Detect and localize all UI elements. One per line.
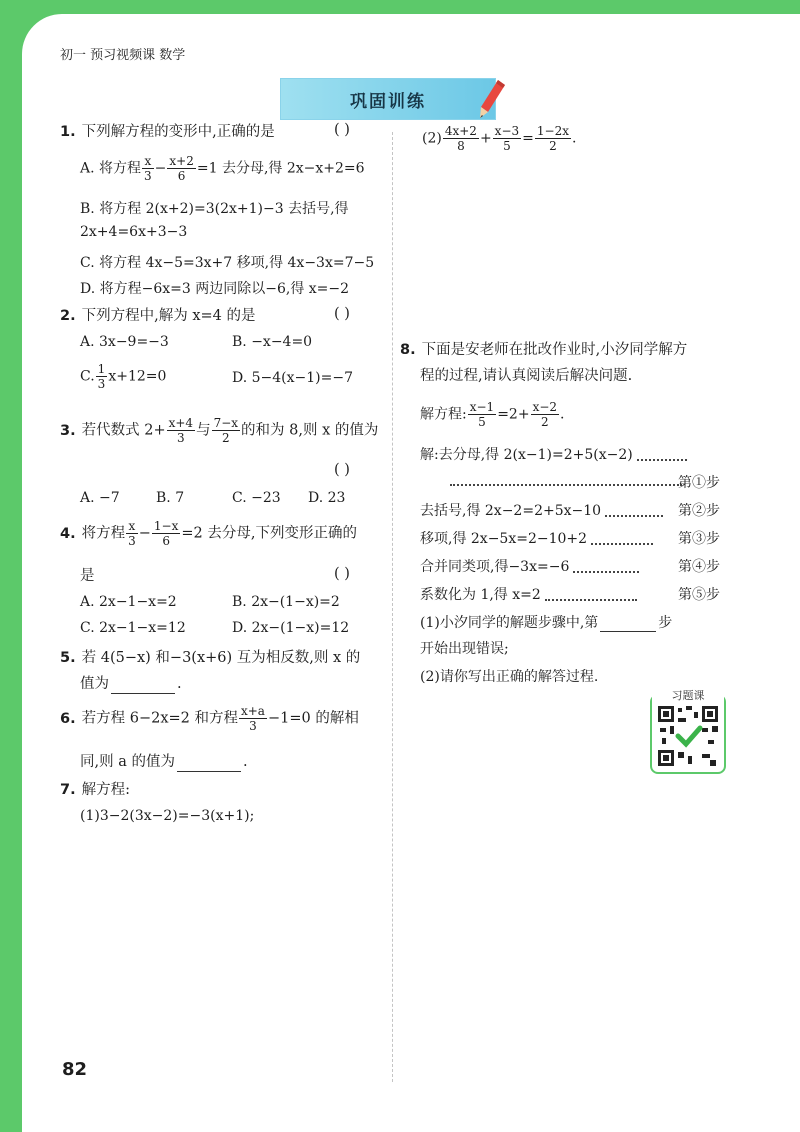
question-8-line2: 程的过程,请认真阅读后解决问题. (420, 368, 633, 384)
option-b: B. 将方程 2(x+2)=3(2x+1)−3 去括号,得 (80, 201, 349, 217)
fraction: $\frac{x}{3}$ (128, 519, 136, 548)
question-8: 8. 下面是安老师在批改作业时,小汐同学解方 (400, 342, 688, 358)
fraction: $\frac{x+a}{3}$ (240, 704, 265, 733)
question-stem: 下列方程中,解为 x=4 的是 (81, 308, 256, 324)
option-d: D. 将方程−6x=3 两边同除以−6,得 x=−2 (80, 281, 350, 297)
question-7: 7. 解方程: (60, 782, 130, 798)
question-3: 3. 若代数式 2+ $\frac{x+4}{3}$ 与 $\frac{7-x}{2}$ 的和为 8,则 x 的值为 (60, 416, 379, 445)
option-a: A. 3x−9=−3 (80, 334, 169, 350)
fraction: $\frac{1-2x}{2}$ (536, 124, 569, 153)
column-divider (392, 132, 393, 1082)
question-1 (60, 122, 275, 142)
fraction: $\frac{1}{3}$ (97, 362, 106, 391)
question-number: 2. (60, 308, 76, 324)
section-banner (280, 78, 496, 120)
question-4: 4. 将方程 $\frac{x}{3}$ − $\frac{1-x}{6}$ =2 去分母,下列变形正确的 (60, 519, 357, 548)
answer-parentheses: ( ) (334, 306, 350, 322)
option-c: C. 将方程 4x−5=3x+7 移项,得 4x−3x=7−5 (80, 255, 375, 271)
question-8-sub-1: (1)小汐同学的解题步骤中,第 步 (420, 615, 673, 631)
option-b: B. −x−4=0 (232, 334, 313, 350)
question-number: 8. (400, 342, 416, 358)
question-number: 4. (60, 525, 76, 542)
answer-blank[interactable] (600, 615, 656, 632)
page-header: 初一 预习视频课 数学 (60, 48, 186, 63)
answer-parentheses: ( ) (334, 566, 350, 582)
pencil-icon (476, 78, 506, 120)
answer-parentheses: ( ) (334, 462, 350, 478)
fraction: $\frac{x+4}{3}$ (168, 416, 194, 445)
question-5: 5. 若 4(5−x) 和−3(x+6) 互为相反数,则 x 的 (60, 650, 361, 666)
solution-step-3: 移项,得 2x−5x=2−10+2 第③步 (420, 531, 720, 547)
answer-blank[interactable] (177, 755, 241, 772)
question-7-part-1: (1)3−2(3x−2)=−3(x+1); (80, 808, 255, 824)
fraction: $\frac{x}{3}$ (144, 154, 152, 183)
question-6: 6. 若方程 6−2x=2 和方程 $\frac{x+a}{3}$ −1=0 的解相 (60, 704, 359, 733)
option-c: C. 2x−1−x=12 (80, 620, 186, 636)
question-8-equation: 解方程: $\frac{x-1}{5}$ =2+ $\frac{x-2}{2}$ . (420, 400, 565, 429)
solution-step-5: 系数化为 1,得 x=2 第⑤步 (420, 587, 720, 603)
question-5-line2: 值为 . (80, 676, 182, 692)
question-number: 1. (60, 124, 76, 140)
fraction: $\frac{4x+2}{8}$ (444, 124, 477, 153)
answer-blank[interactable] (111, 677, 175, 694)
question-8-sub-2: (2)请你写出正确的解答过程. (420, 669, 599, 685)
answer-parentheses: ( ) (334, 122, 350, 138)
fraction: $\frac{7-x}{2}$ (213, 416, 239, 445)
qr-code[interactable] (650, 689, 726, 774)
page (22, 14, 800, 1132)
option-c: C. $\frac{1}{3}$ x+12=0 (80, 362, 167, 391)
option-d: D. 23 (308, 490, 346, 506)
qr-label: 习题课 (652, 687, 724, 703)
option-b: B. 7 (156, 490, 185, 506)
solution-step-4: 合并同类项,得−3x=−6 第④步 (420, 559, 720, 575)
fraction: $\frac{x-2}{2}$ (532, 400, 558, 429)
qr-code-icon (658, 706, 718, 766)
option-a: A. −7 (80, 490, 120, 506)
question-number: 6. (60, 710, 76, 727)
fraction: $\frac{x-3}{5}$ (494, 124, 520, 153)
option-a: A. 将方程 $\frac{x}{3}$ − $\frac{x+2}{6}$ =1 去分母,得 2x−x+2=6 (80, 154, 365, 183)
question-number: 3. (60, 422, 76, 439)
question-7-part-2: (2) $\frac{4x+2}{8}$ + $\frac{x-3}{5}$ = $\frac{1-2x}{2}$ . (422, 124, 577, 153)
option-b: B. 2x−(1−x)=2 (232, 594, 340, 610)
page-number: 82 (62, 1059, 88, 1080)
solution-step-1: 第①步 (420, 472, 720, 488)
question-stem: 下列解方程的变形中,正确的是 (81, 124, 275, 140)
fraction: $\frac{1-x}{6}$ (153, 519, 179, 548)
question-4-line2: 是 (80, 568, 95, 584)
option-d: D. 5−4(x−1)=−7 (232, 370, 353, 386)
question-number: 5. (60, 650, 76, 666)
option-c: C. −23 (232, 490, 281, 506)
question-2 (60, 306, 256, 326)
option-d: D. 2x−(1−x)=12 (232, 620, 350, 636)
option-a: A. 2x−1−x=2 (80, 594, 177, 610)
fraction: $\frac{x+2}{6}$ (169, 154, 194, 183)
fraction: $\frac{x-1}{5}$ (469, 400, 495, 429)
question-number: 7. (60, 782, 76, 798)
solution-line-1: 解:去分母,得 2(x−1)=2+5(x−2) (420, 444, 720, 464)
solution-step-2: 去括号,得 2x−2=2+5x−10 第②步 (420, 503, 720, 519)
question-8-sub-1-line2: 开始出现错误; (420, 641, 509, 657)
option-b-line2: 2x+4=6x+3−3 (80, 224, 188, 240)
question-6-line2: 同,则 a 的值为 . (80, 754, 248, 770)
section-title: 巩固训练 (350, 92, 426, 112)
